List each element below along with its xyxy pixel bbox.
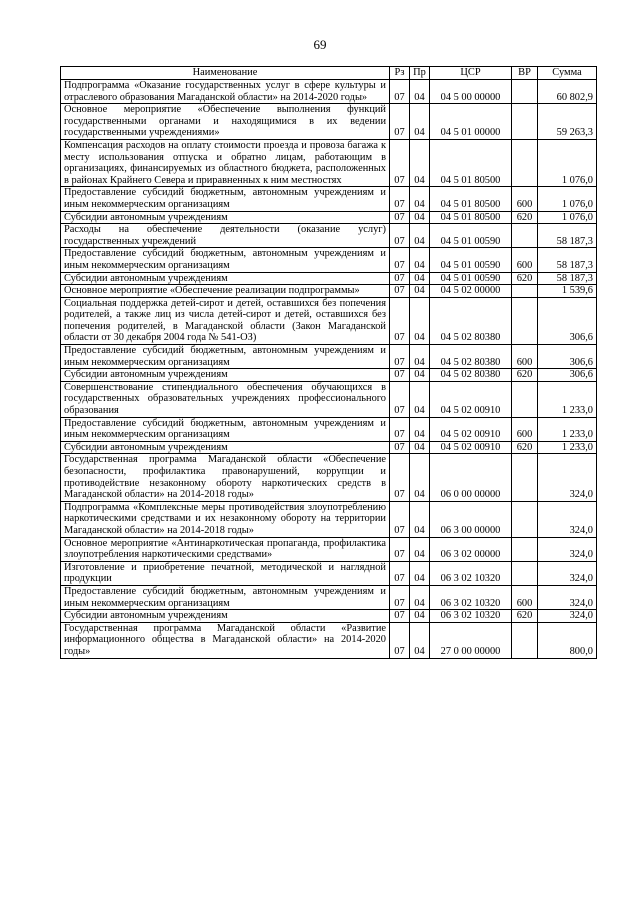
- row-csr-cell: 27 0 00 00000: [430, 622, 512, 658]
- row-name-cell: Субсидии автономным учреждениям: [61, 610, 390, 623]
- row-sum-cell: 324,0: [538, 537, 597, 561]
- row-vr-cell: 620: [512, 211, 538, 224]
- row-name-cell: Социальная поддержка детей-сирот и детей, оставшихся без попечения родителей, а также лиц из числа детей-сирот и детей, оставшихся без попечения родителей, в Магаданской области (Закон Магаданской области от 30 декабря 2004 года № 541-ОЗ): [61, 297, 390, 344]
- table-row: [61, 139, 597, 186]
- page-number: 69: [313, 37, 327, 52]
- row-rz-cell: 07: [390, 345, 410, 369]
- row-sum-cell: 324,0: [538, 585, 597, 609]
- row-csr-cell: 04 5 02 80380: [430, 297, 512, 344]
- row-csr-cell: 04 5 02 80380: [430, 345, 512, 369]
- row-pr-cell: 04: [410, 187, 430, 211]
- row-vr-cell: 600: [512, 345, 538, 369]
- table-row: [61, 610, 597, 623]
- row-name-cell: Основное мероприятие «Обеспечение реализации подпрограммы»: [61, 285, 390, 298]
- row-name-cell: Подпрограмма «Оказание государственных услуг в сфере культуры и отраслевого образования Магаданской области» на 2014-2020 годы»: [61, 80, 390, 104]
- row-vr-cell: 600: [512, 417, 538, 441]
- row-vr-cell: [512, 104, 538, 140]
- table-row: [61, 297, 597, 344]
- row-rz-cell: 07: [390, 297, 410, 344]
- row-pr-cell: 04: [410, 537, 430, 561]
- row-vr-cell: [512, 501, 538, 537]
- row-rz-cell: 07: [390, 211, 410, 224]
- row-rz-cell: 07: [390, 104, 410, 140]
- row-vr-cell: 600: [512, 187, 538, 211]
- row-sum-cell: 58 187,3: [538, 272, 597, 285]
- row-sum-cell: 1 076,0: [538, 187, 597, 211]
- row-pr-cell: 04: [410, 585, 430, 609]
- header-pr: Пр: [410, 67, 430, 80]
- row-sum-cell: 1 233,0: [538, 417, 597, 441]
- table-row: [61, 224, 597, 248]
- row-csr-cell: 06 3 02 10320: [430, 585, 512, 609]
- row-rz-cell: 07: [390, 187, 410, 211]
- table-row: [61, 80, 597, 104]
- row-pr-cell: 04: [410, 561, 430, 585]
- table-row: [61, 622, 597, 658]
- row-vr-cell: 600: [512, 248, 538, 272]
- row-name-cell: Совершенствование стипендиального обеспечения обучающихся в государственных образовательных учреждениях профессионального образования: [61, 381, 390, 417]
- row-pr-cell: 04: [410, 501, 430, 537]
- row-pr-cell: 04: [410, 369, 430, 382]
- row-rz-cell: 07: [390, 537, 410, 561]
- row-sum-cell: 306,6: [538, 297, 597, 344]
- row-sum-cell: 59 263,3: [538, 104, 597, 140]
- row-csr-cell: 04 5 02 00000: [430, 285, 512, 298]
- row-csr-cell: 04 5 02 00910: [430, 441, 512, 454]
- table-row: [61, 537, 597, 561]
- row-name-cell: Предоставление субсидий бюджетным, автономным учреждениям и иным некоммерческим организациям: [61, 187, 390, 211]
- row-rz-cell: 07: [390, 585, 410, 609]
- row-name-cell: Субсидии автономным учреждениям: [61, 272, 390, 285]
- row-rz-cell: 07: [390, 454, 410, 501]
- row-csr-cell: 06 0 00 00000: [430, 454, 512, 501]
- header-vr: ВР: [512, 67, 538, 80]
- header-csr: ЦСР: [430, 67, 512, 80]
- row-rz-cell: 07: [390, 561, 410, 585]
- header-rz: Рз: [390, 67, 410, 80]
- table-row: [61, 417, 597, 441]
- row-name-cell: Государственная программа Магаданской области «Развитие информационного общества в Магаданской области» на 2014-2020 годы»: [61, 622, 390, 658]
- row-rz-cell: 07: [390, 369, 410, 382]
- row-vr-cell: [512, 622, 538, 658]
- row-pr-cell: 04: [410, 622, 430, 658]
- row-rz-cell: 07: [390, 610, 410, 623]
- row-pr-cell: 04: [410, 417, 430, 441]
- row-csr-cell: 06 3 02 00000: [430, 537, 512, 561]
- row-csr-cell: 04 5 01 00590: [430, 224, 512, 248]
- row-rz-cell: 07: [390, 80, 410, 104]
- table-row: [61, 187, 597, 211]
- row-pr-cell: 04: [410, 381, 430, 417]
- row-name-cell: Субсидии автономным учреждениям: [61, 369, 390, 382]
- row-rz-cell: 07: [390, 381, 410, 417]
- row-sum-cell: 1 076,0: [538, 139, 597, 186]
- budget-table: [60, 66, 597, 659]
- row-vr-cell: 620: [512, 610, 538, 623]
- row-sum-cell: 1 076,0: [538, 211, 597, 224]
- row-rz-cell: 07: [390, 622, 410, 658]
- table-row: [61, 272, 597, 285]
- row-pr-cell: 04: [410, 454, 430, 501]
- row-sum-cell: 324,0: [538, 610, 597, 623]
- row-vr-cell: 620: [512, 441, 538, 454]
- table-row: [61, 454, 597, 501]
- row-vr-cell: [512, 454, 538, 501]
- table-row: [61, 285, 597, 298]
- header-name: Наименование: [61, 67, 390, 80]
- row-vr-cell: [512, 224, 538, 248]
- row-name-cell: Основное мероприятие «Антинаркотическая пропаганда, профилактика злоупотребления наркотическими средствами»: [61, 537, 390, 561]
- row-pr-cell: 04: [410, 345, 430, 369]
- row-name-cell: Расходы на обеспечение деятельности (оказание услуг) государственных учреждений: [61, 224, 390, 248]
- table-row: [61, 501, 597, 537]
- row-vr-cell: [512, 537, 538, 561]
- row-rz-cell: 07: [390, 417, 410, 441]
- row-sum-cell: 800,0: [538, 622, 597, 658]
- row-sum-cell: 1 233,0: [538, 441, 597, 454]
- row-csr-cell: 04 5 00 00000: [430, 80, 512, 104]
- table-row: [61, 381, 597, 417]
- row-vr-cell: 600: [512, 585, 538, 609]
- row-name-cell: Предоставление субсидий бюджетным, автономным учреждениям и иным некоммерческим организациям: [61, 417, 390, 441]
- row-vr-cell: [512, 80, 538, 104]
- row-sum-cell: 60 802,9: [538, 80, 597, 104]
- row-pr-cell: 04: [410, 80, 430, 104]
- row-name-cell: Предоставление субсидий бюджетным, автономным учреждениям и иным некоммерческим организациям: [61, 248, 390, 272]
- row-sum-cell: 306,6: [538, 369, 597, 382]
- row-pr-cell: 04: [410, 441, 430, 454]
- row-pr-cell: 04: [410, 285, 430, 298]
- table-row: [61, 104, 597, 140]
- row-rz-cell: 07: [390, 139, 410, 186]
- row-rz-cell: 07: [390, 501, 410, 537]
- row-sum-cell: 306,6: [538, 345, 597, 369]
- row-csr-cell: 04 5 01 80500: [430, 211, 512, 224]
- row-csr-cell: 06 3 00 00000: [430, 501, 512, 537]
- row-vr-cell: [512, 381, 538, 417]
- row-csr-cell: 04 5 01 80500: [430, 139, 512, 186]
- row-vr-cell: [512, 561, 538, 585]
- row-rz-cell: 07: [390, 248, 410, 272]
- table-row: [61, 561, 597, 585]
- row-pr-cell: 04: [410, 224, 430, 248]
- row-pr-cell: 04: [410, 211, 430, 224]
- row-sum-cell: 1 233,0: [538, 381, 597, 417]
- row-pr-cell: 04: [410, 104, 430, 140]
- table-row: [61, 585, 597, 609]
- row-csr-cell: 04 5 02 00910: [430, 381, 512, 417]
- row-pr-cell: 04: [410, 610, 430, 623]
- row-vr-cell: 620: [512, 272, 538, 285]
- row-csr-cell: 06 3 02 10320: [430, 610, 512, 623]
- table-row: [61, 441, 597, 454]
- header-sum: Сумма: [538, 67, 597, 80]
- row-name-cell: Субсидии автономным учреждениям: [61, 441, 390, 454]
- row-sum-cell: 324,0: [538, 454, 597, 501]
- row-csr-cell: 04 5 01 00590: [430, 248, 512, 272]
- row-rz-cell: 07: [390, 441, 410, 454]
- row-rz-cell: 07: [390, 285, 410, 298]
- row-pr-cell: 04: [410, 297, 430, 344]
- row-name-cell: Предоставление субсидий бюджетным, автономным учреждениям и иным некоммерческим организациям: [61, 585, 390, 609]
- table-body: [61, 80, 597, 659]
- row-name-cell: Подпрограмма «Комплексные меры противодействия злоупотреблению наркотическими средствами и их незаконному обороту на территории Магаданской области» на 2014-2018 годы»: [61, 501, 390, 537]
- row-name-cell: Предоставление субсидий бюджетным, автономным учреждениям и иным некоммерческим организациям: [61, 345, 390, 369]
- row-sum-cell: 1 539,6: [538, 285, 597, 298]
- row-name-cell: Государственная программа Магаданской области «Обеспечение безопасности, профилактика правонарушений, коррупции и противодействие незаконному обороту наркотических средств в Магаданской области» на 2014-2018 годы»: [61, 454, 390, 501]
- row-vr-cell: [512, 139, 538, 186]
- row-pr-cell: 04: [410, 272, 430, 285]
- row-csr-cell: 04 5 01 00590: [430, 272, 512, 285]
- table-row: [61, 248, 597, 272]
- row-name-cell: Компенсация расходов на оплату стоимости проезда и провоза багажа к месту использования отпуска и обратно лицам, работающим в организациях, финансируемых из областного бюджета, расположенных в районах Крайнего Севера и приравненных к ним местностях: [61, 139, 390, 186]
- row-csr-cell: 04 5 02 00910: [430, 417, 512, 441]
- row-name-cell: Изготовление и приобретение печатной, методической и наглядной продукции: [61, 561, 390, 585]
- row-csr-cell: 06 3 02 10320: [430, 561, 512, 585]
- row-csr-cell: 04 5 01 80500: [430, 187, 512, 211]
- row-sum-cell: 324,0: [538, 501, 597, 537]
- row-pr-cell: 04: [410, 139, 430, 186]
- row-sum-cell: 324,0: [538, 561, 597, 585]
- row-rz-cell: 07: [390, 224, 410, 248]
- row-csr-cell: 04 5 02 80380: [430, 369, 512, 382]
- table-row: [61, 369, 597, 382]
- row-name-cell: Субсидии автономным учреждениям: [61, 211, 390, 224]
- row-csr-cell: 04 5 01 00000: [430, 104, 512, 140]
- row-vr-cell: [512, 285, 538, 298]
- row-sum-cell: 58 187,3: [538, 248, 597, 272]
- row-rz-cell: 07: [390, 272, 410, 285]
- row-vr-cell: [512, 297, 538, 344]
- table-header-row: [61, 67, 597, 80]
- row-sum-cell: 58 187,3: [538, 224, 597, 248]
- table-row: [61, 211, 597, 224]
- row-pr-cell: 04: [410, 248, 430, 272]
- row-name-cell: Основное мероприятие «Обеспечение выполнения функций государственными органами и находящимися в их ведении государственными учреждениями»: [61, 104, 390, 140]
- table-row: [61, 345, 597, 369]
- row-vr-cell: 620: [512, 369, 538, 382]
